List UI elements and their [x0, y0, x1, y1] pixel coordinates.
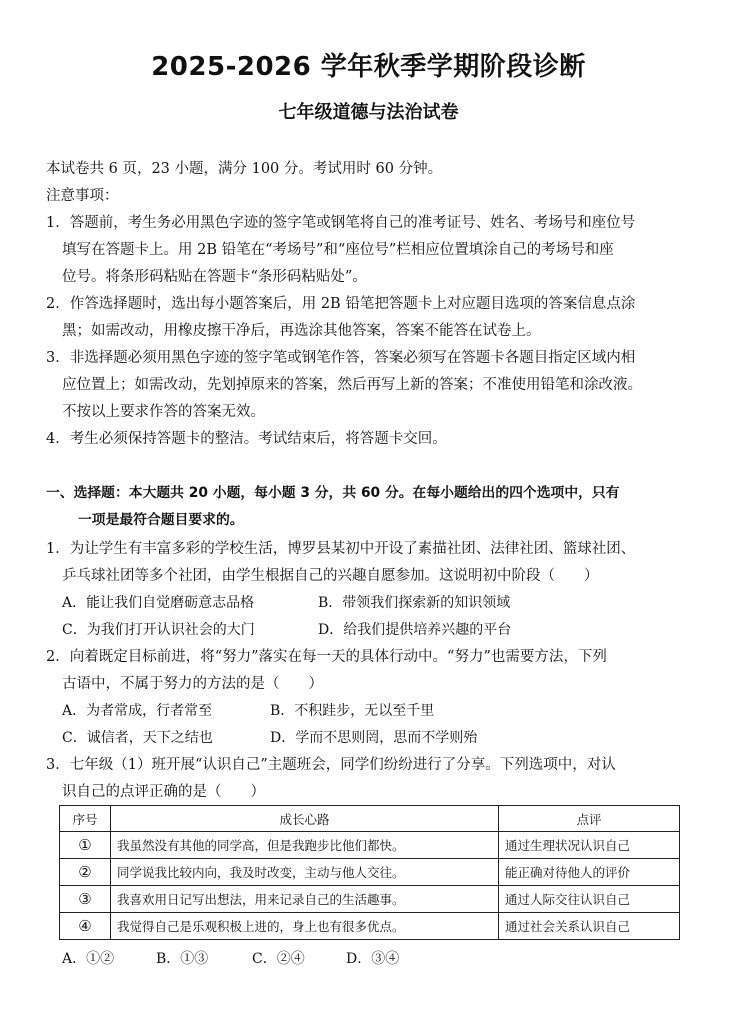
notice-line: 不按以上要求作答的答案无效。	[62, 404, 265, 420]
question-3-option-a: A．①②	[62, 951, 115, 967]
notice-line: 1．答题前，考生务必用黑色字迹的签字笔或钢笔将自己的准考证号、姓名、考场号和座位号	[46, 215, 636, 231]
page-subtitle: 七年级道德与法治试卷	[278, 102, 459, 123]
question-2-stem-cont: 古语中，不属于努力的方法的是（ ）	[62, 676, 323, 692]
table-row	[60, 859, 680, 886]
page-title: 2025-2026 学年秋季学期阶段诊断	[151, 52, 586, 82]
section-heading: 一、选择题：本大题共 20 小题，每小题 3 分，共 60 分。在每小题给出的四个选项中，只有	[46, 485, 620, 501]
table-header-journey: 成长心路	[111, 806, 499, 832]
question-1-option-a: A．能让我们自觉磨砺意志品格	[62, 595, 255, 611]
table-cell-journey: 我虽然没有其他的同学高，但是我跑步比他们都快。	[111, 832, 499, 859]
question-1-stem-cont: 乒乓球社团等多个社团，由学生根据自己的兴趣自愿参加。这说明初中阶段（ ）	[62, 568, 599, 584]
table-cell-index: ①	[60, 832, 111, 859]
question-1-stem: 1．为让学生有丰富多彩的学校生活，博罗县某初中开设了素描社团、法律社团、篮球社团、	[46, 541, 636, 557]
table-header-index: 序号	[60, 806, 111, 832]
question-2-option-b: B．不积跬步，无以至千里	[270, 703, 435, 719]
table-cell-comment: 通过社会关系认识自己	[499, 913, 680, 940]
question-3-stem: 3．七年级（1）班开展“认识自己”主题班会，同学们纷纷进行了分享。下列选项中，对认	[46, 757, 616, 773]
table-cell-journey: 同学说我比较内向，我及时改变，主动与他人交往。	[111, 859, 499, 886]
table-row	[60, 832, 680, 859]
table-header-row	[60, 806, 680, 832]
table-cell-comment: 能正确对待他人的评价	[499, 859, 680, 886]
section-heading-cont: 一项是最符合题目要求的。	[78, 512, 244, 528]
notice-line: 应位置上；如需改动，先划掉原来的答案，然后再写上新的答案；不准使用铅笔和涂改液。	[62, 377, 642, 393]
table-header-comment: 点评	[499, 806, 680, 832]
question-3-option-d: D．③④	[346, 951, 400, 967]
table-cell-comment: 通过生理状况认识自己	[499, 832, 680, 859]
table-cell-index: ②	[60, 859, 111, 886]
question-1-option-c: C．为我们打开认识社会的大门	[62, 622, 255, 638]
exam-intro: 本试卷共 6 页，23 小题，满分 100 分。考试用时 60 分钟。	[46, 161, 443, 177]
question-2-option-c: C．诚信者，天下之结也	[62, 730, 213, 746]
table-cell-journey: 我喜欢用日记写出想法，用来记录自己的生活趣事。	[111, 886, 499, 913]
notice-heading: 注意事项：	[46, 188, 119, 204]
question-1-option-d: D．给我们提供培养兴趣的平台	[318, 622, 512, 638]
question-2-option-d: D．学而不思则罔，思而不学则殆	[270, 730, 478, 746]
table-cell-index: ④	[60, 913, 111, 940]
notice-line: 4．考生必须保持答题卡的整洁。考试结束后，将答题卡交回。	[46, 431, 447, 447]
table-cell-index: ③	[60, 886, 111, 913]
question-3-option-b: B．①③	[156, 951, 209, 967]
table-row	[60, 886, 680, 913]
notice-line: 位号。将条形码粘贴在答题卡“条形码粘贴处”。	[62, 269, 367, 285]
notice-line: 3．非选择题必须用黑色字迹的签字笔或钢笔作答，答案必须写在答题卡各题目指定区域内相	[46, 350, 636, 366]
notice-line: 填写在答题卡上。用 2B 铅笔在“考场号”和“座位号”栏相应位置填涂自己的考场号和座	[62, 242, 614, 258]
question-3-stem-cont: 识自己的点评正确的是（ ）	[62, 784, 265, 800]
question-1-option-b: B．带领我们探索新的知识领域	[318, 595, 511, 611]
question-2-option-a: A．为者常成，行者常至	[62, 703, 213, 719]
table-cell-journey: 我觉得自己是乐观积极上进的，身上也有很多优点。	[111, 913, 499, 940]
notice-line: 2．作答选择题时，选出每小题答案后，用 2B 铅笔把答题卡上对应题目选项的答案信息点涂	[46, 296, 636, 312]
notice-line: 黑；如需改动，用橡皮擦干净后，再选涂其他答案，答案不能答在试卷上。	[62, 323, 541, 339]
question-3-option-c: C．②④	[252, 951, 305, 967]
growth-table	[59, 805, 680, 940]
table-cell-comment: 通过人际交往认识自己	[499, 886, 680, 913]
table-row	[60, 913, 680, 940]
question-2-stem: 2．向着既定目标前进，将“努力”落实在每一天的具体行动中。“努力”也需要方法，下列	[46, 649, 607, 665]
